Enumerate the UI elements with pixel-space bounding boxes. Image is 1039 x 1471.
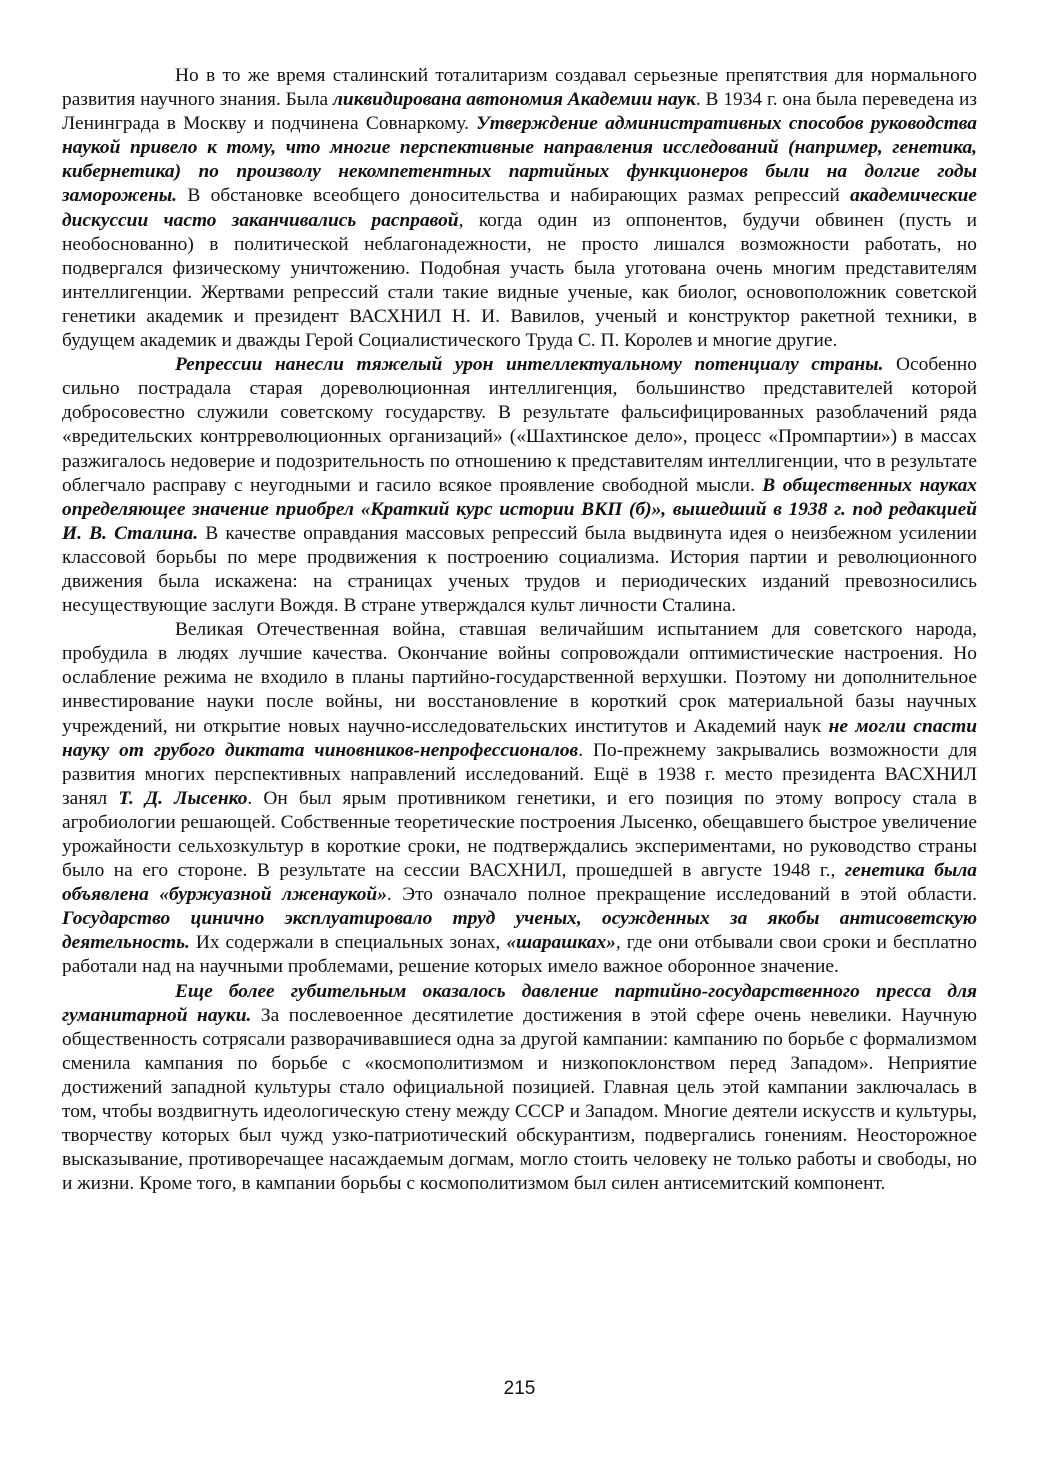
emphasized-text: Еще более губительным оказалось давление партийно-государственного пресса для гуманитарной науки.	[62, 980, 977, 1026]
text-run: В качестве оправдания массовых репрессий была выдвинута идея о неизбежном усилении классовой борьбы по мере продвижения к построению социализма. История партии и революционного движения была искажена: на страницах ученых трудов и периодических изданий превозносились несуществующие заслуги Вождя. В стране утверждался культ личности Сталина.	[62, 522, 977, 617]
page-number: 215	[503, 1378, 536, 1399]
emphasized-text: ликвидирована автономия Академии наук	[332, 89, 696, 111]
emphasized-text: Т. Д. Лысенко	[118, 787, 248, 809]
emphasized-text: В общественных науках определяющее значение приобрел «Краткий курс истории ВКП (б)», вышедший в 1938 г. под редакцией И. В. Сталина.	[62, 474, 978, 544]
paragraph	[62, 353, 977, 618]
emphasized-text: Репрессии нанесли тяжелый урон интеллектуальному потенциалу страны.	[175, 354, 884, 376]
emphasized-text: академические дискуссии часто заканчивались расправой	[62, 185, 977, 231]
text-run: За послевоенное десятилетие достижения в этой сфере очень невелики. Научную общественность сотрясали разворачивавшиеся одна за другой кампании: кампанию по борьбе с формализмом сменила кампания по борьбе с «космополитизмом и низкопоклонством перед Западом». Неприятие достижений западной культуры стало официальной позицией. Главная цель этой кампании заключалась в том, чтобы воздвигнуть идеологическую стену между СССР и Западом. Многие деятели искусств и культуры, творчеству которых был чужд узко-патриотический обскурантизм, подвергались гонениям. Неосторожное высказывание, противоречащее насаждаемым догмам, могло стоить человеку не только работы и свободы, но и жизни. Кроме того, в кампании борьбы с космополитизмом был силен антисемитский компонент.	[62, 1004, 977, 1195]
text-run: , когда один из оппонентов, будучи обвинен (пусть и необоснованно) в политической неблагонадежности, не просто лишался возможности работать, но подвергался физическому уничтожению. Подобная участь была уготована очень многим представителям интеллигенции. Жертвами репрессий стали такие видные ученые, как биолог, основоположник советской генетики академик и президент ВАСХНИЛ Н. И. Вавилов, ученый и конструктор ракетной техники, в будущем академик и дважды Герой Социалистического Труда С. П. Королев и многие другие.	[62, 209, 977, 352]
text-run: В обстановке всеобщего доносительства и набирающих размах репрессий	[177, 185, 851, 207]
document-body	[62, 64, 977, 1196]
text-run: Великая Отечественная война, ставшая величайшим испытанием для советского народа, пробудила в людях лучшие качества. Окончание войны сопровождали оптимистические настроения. Но ослабление режима не входило в планы партийно-государственной верхушки. Поэтому ни дополнительное инвестирование науки после войны, ни восстановление в короткий срок материальной базы научных учреждений, ни открытие новых научно-исследовательских институтов и Академий наук	[62, 619, 977, 737]
text-run: Их содержали в специальных зонах,	[189, 932, 507, 954]
emphasized-text: «шарашках»	[506, 932, 616, 954]
text-run: Особенно сильно пострадала старая дореволюционная интеллигенция, большинство представителей которой добросовестно служили советскому государству. В результате фальсифицированных разоблачений ряда «вредительских контрреволюционных организаций» («Шахтинское дело», процесс «Промпартии») в массах разжигалось недоверие и подозрительность по отношению к представителям интеллигенции, что в результате облегчало расправу с неугодными и гасило всякое проявление свободной мысли.	[62, 354, 977, 496]
text-run: . В 1934 г. она была переведена из Ленинграда в Москву и подчинена Совнаркому.	[62, 89, 977, 135]
text-run: . Это означало полное прекращение исследований в этой области.	[386, 884, 977, 906]
emphasized-text: генетика была объявлена «буржуазной лженаукой»	[62, 860, 977, 906]
text-run: . По-прежнему закрывались возможности для развития многих перспективных направлений исследований. Ещё в 1938 г. место президента ВАСХНИЛ занял	[62, 739, 977, 809]
text-run: , где они отбывали свои сроки и бесплатно работали над на научными проблемами, решение которых имело важное оборонное значение.	[62, 932, 977, 978]
paragraph	[62, 618, 977, 979]
text-run: . Он был ярым противником генетики, и его позиция по этому вопросу стала в агробиологии решающей. Собственные теоретические построения Лысенко, обещавшего быстрое увеличение урожайности сельхозкультур в короткие сроки, не подтверждались экспериментами, но руководство страны было на его стороне. В результате на сессии ВАСХНИЛ, прошедшей в августе 1948 г.,	[62, 787, 977, 882]
text-run: Но в то же время сталинский тоталитаризм создавал серьезные препятствия для нормального развития научного знания. Была	[62, 65, 977, 111]
paragraph	[62, 980, 977, 1197]
emphasized-text: Утверждение административных способов руководства наукой привело к тому, что многие перспективные направления исследований (например, генетика, кибернетика) по произволу некомпетентных партийных функционеров были на долгие годы заморожены.	[62, 113, 977, 207]
paragraph	[62, 64, 977, 353]
emphasized-text: не могли спасти науку от грубого диктата чиновников-непрофессионалов	[62, 715, 977, 761]
emphasized-text: Государство цинично эксплуатировало труд ученых, осужденных за якобы антисоветскую деятельность.	[62, 908, 977, 954]
